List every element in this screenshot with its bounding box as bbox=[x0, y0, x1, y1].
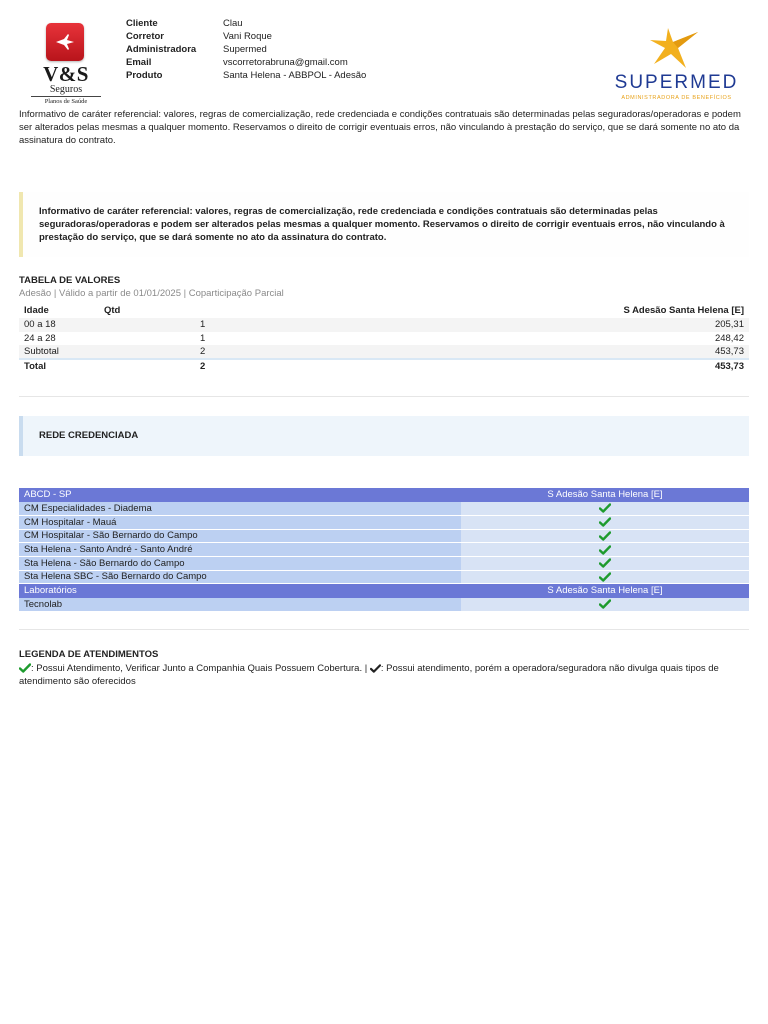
black-check-icon bbox=[370, 664, 381, 673]
info-label: Administradora bbox=[126, 44, 197, 55]
qtd-cell: 1 bbox=[200, 333, 206, 345]
info-label: Email bbox=[126, 57, 152, 68]
info-row-corretor bbox=[126, 30, 366, 43]
column-header-qtd: Qtd bbox=[104, 305, 121, 316]
info-value: vscorretorabruna@gmail.com bbox=[223, 57, 348, 68]
coverage-cell bbox=[461, 502, 749, 516]
provider-cell: CM Hospitalar - Mauá bbox=[19, 515, 461, 529]
disclaimer-text: Informativo de caráter referencial: valores, regras de comercialização, rede credenciada e condições contratuais são determinadas pelas seguradoras/operadoras e podem ser alterados pelas mesmas a qualquer momento. Reservamos o direito de corrigir eventuais erros, não vinculando à prestação do serviço, que se dará somente no ato da assinatura do contrato. bbox=[19, 109, 741, 146]
network-row bbox=[19, 543, 749, 557]
values-table-subtitle: Adesão | Válido a partir de 01/01/2025 | Coparticipação Parcial bbox=[19, 288, 284, 299]
table-row-subtotal bbox=[19, 345, 749, 359]
legend-text-undisclosed: : Possui atendimento, porém a operadora/seguradora não divulga quais tipos de atendimento são oferecidos bbox=[19, 663, 719, 687]
plane-icon bbox=[54, 32, 76, 52]
green-check-icon bbox=[599, 503, 611, 513]
age-cell: Subtotal bbox=[24, 346, 59, 358]
coverage-cell bbox=[461, 570, 749, 584]
broker-logo-tagline: Planos de Saúde bbox=[44, 98, 88, 105]
plan-header-cell: S Adesão Santa Helena [E] bbox=[461, 488, 749, 502]
provider-cell: Tecnolab bbox=[19, 598, 461, 612]
info-value: Santa Helena - ABBPOL - Adesão bbox=[223, 70, 367, 81]
table-row-total bbox=[19, 359, 749, 373]
provider-cell: CM Hospitalar - São Bernardo do Campo bbox=[19, 529, 461, 543]
coverage-cell bbox=[461, 598, 749, 612]
info-row-administradora bbox=[126, 43, 366, 56]
values-table-title: TABELA DE VALORES bbox=[19, 275, 121, 286]
total-label-cell: Total bbox=[19, 359, 104, 373]
network-row bbox=[19, 502, 749, 516]
green-check-icon bbox=[599, 517, 611, 527]
region-cell: ABCD - SP bbox=[19, 488, 461, 502]
info-label: Produto bbox=[126, 70, 163, 81]
info-row-produto bbox=[126, 69, 366, 82]
table-header-row bbox=[19, 303, 749, 318]
admin-logo-name: SUPERMED bbox=[614, 72, 739, 93]
info-label: Corretor bbox=[126, 31, 165, 42]
provider-cell: Sta Helena - Santo André - Santo André bbox=[19, 543, 461, 557]
network-row bbox=[19, 570, 749, 584]
legend-text-covered: : Possui Atendimento, Verificar Junto a Companhia Quais Possuem Cobertura. | bbox=[31, 663, 368, 674]
network-section-header: REDE CREDENCIADA bbox=[19, 416, 749, 456]
total-value-cell: 453,73 bbox=[210, 359, 749, 373]
network-row bbox=[19, 556, 749, 570]
coverage-cell bbox=[461, 556, 749, 570]
info-row-cliente bbox=[126, 17, 366, 30]
broker-logo bbox=[31, 16, 121, 106]
age-cell: 24 a 28 bbox=[24, 333, 56, 345]
coverage-cell bbox=[461, 543, 749, 557]
values-table bbox=[19, 303, 749, 373]
region-cell: Laboratórios bbox=[19, 584, 461, 598]
network-row bbox=[19, 598, 749, 612]
value-cell: 205,31 bbox=[714, 319, 744, 331]
value-cell: 453,73 bbox=[714, 346, 744, 358]
network-row bbox=[19, 515, 749, 529]
green-check-icon bbox=[599, 531, 611, 541]
admin-logo bbox=[604, 24, 749, 104]
broker-logo-mark bbox=[46, 23, 84, 61]
document-header bbox=[19, 14, 750, 106]
info-label: Cliente bbox=[126, 18, 158, 29]
green-check-icon bbox=[599, 572, 611, 582]
disclaimer-callout: Informativo de caráter referencial: valores, regras de comercialização, rede credenciada e condições contratuais são determinadas pelas seguradoras/operadoras e podem ser alterados pelas mesmas a qualquer momento. Reservamos o direito de corrigir eventuais erros, não vinculando à prestação do serviço, que se dará somente no ato da assinatura do contrato. bbox=[19, 192, 749, 257]
info-value: Supermed bbox=[223, 44, 267, 55]
provider-cell: CM Especialidades - Diadema bbox=[19, 502, 461, 516]
plan-header-cell: S Adesão Santa Helena [E] bbox=[461, 584, 749, 598]
qtd-cell: 2 bbox=[200, 346, 206, 358]
provider-cell: Sta Helena - São Bernardo do Campo bbox=[19, 556, 461, 570]
divider bbox=[19, 629, 749, 630]
green-check-icon bbox=[599, 545, 611, 555]
coverage-cell bbox=[461, 515, 749, 529]
table-row bbox=[19, 318, 749, 332]
broker-logo-name: V&S bbox=[43, 62, 89, 86]
network-group-header bbox=[19, 488, 749, 502]
broker-logo-subtitle: Seguros bbox=[31, 84, 101, 97]
info-row-email bbox=[126, 56, 366, 69]
table-row bbox=[19, 332, 749, 346]
green-check-icon bbox=[599, 558, 611, 568]
info-value: Vani Roque bbox=[223, 31, 272, 42]
star-icon bbox=[646, 24, 706, 70]
total-qtd-cell: 2 bbox=[104, 359, 210, 373]
qtd-cell: 1 bbox=[200, 319, 206, 331]
column-header-plan: S Adesão Santa Helena [E] bbox=[623, 305, 744, 316]
green-check-icon bbox=[19, 663, 31, 673]
legend-text bbox=[19, 662, 749, 688]
value-cell: 248,42 bbox=[714, 333, 744, 345]
network-row bbox=[19, 529, 749, 543]
admin-logo-tagline: ADMINISTRADORA DE BENEFÍCIOS bbox=[621, 95, 732, 101]
green-check-icon bbox=[599, 599, 611, 609]
column-header-idade: Idade bbox=[24, 305, 49, 316]
info-value: Clau bbox=[223, 18, 243, 29]
legend-title: LEGENDA DE ATENDIMENTOS bbox=[19, 649, 159, 660]
divider bbox=[19, 396, 749, 397]
quote-info bbox=[126, 17, 366, 82]
coverage-cell bbox=[461, 529, 749, 543]
network-table bbox=[19, 488, 749, 612]
provider-cell: Sta Helena SBC - São Bernardo do Campo bbox=[19, 570, 461, 584]
age-cell: 00 a 18 bbox=[24, 319, 56, 331]
network-group-header bbox=[19, 584, 749, 598]
